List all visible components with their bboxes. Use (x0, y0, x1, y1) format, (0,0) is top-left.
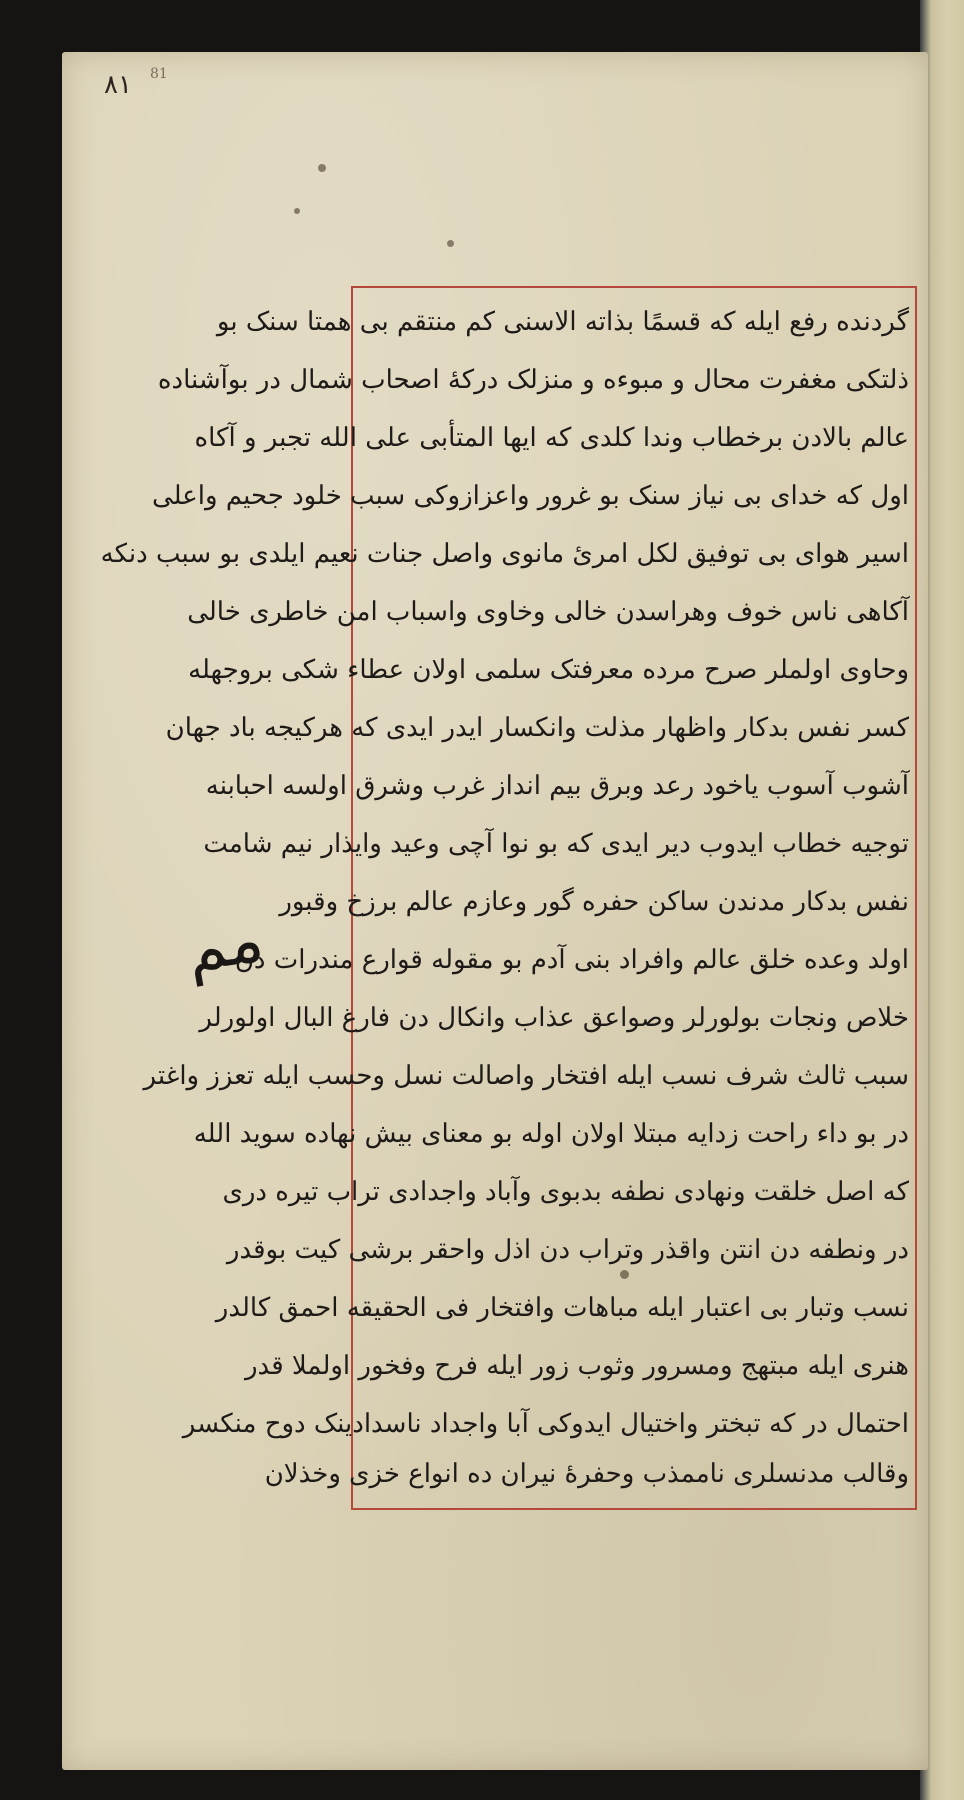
text-block (100, 292, 909, 1504)
text-line: سبب ثالث شرف نسب ایله افتخار واصالت نسل وحسب ایله تعزز واغتر (143, 1061, 909, 1091)
text-line: وقالب مدنسلری ناممذب وحفرهٔ نیران ده انواع خزی وخذلان (264, 1459, 909, 1489)
margin-mark: مم (180, 901, 269, 989)
text-line: عالم بالادن برخطاب وندا کلدی که ایها المتأبی علی الله تجبر و آکاه (194, 423, 909, 453)
text-line: وحاوی اولملر صرح مرده معرفتک سلمی اولان عطاء شکی بروجهله (188, 655, 909, 685)
paper-spot (294, 208, 300, 214)
text-line: ذلتکی مغفرت محال و مبوءه و منزلک دركهٔ اصحاب شمال در بوآشناده (157, 365, 909, 395)
text-line: که اصل خلقت ونهادی نطفه بدبوی وآباد واجدادی تراب تیره دری (222, 1177, 909, 1207)
text-line: نفس بدکار مدندن ساکن حفره گور وعازم عالم برزخ وقبور (279, 887, 909, 917)
paper-spot (447, 240, 454, 247)
text-line: احتمال در که تبختر واختیال ایدوکی آبا واجداد ناسدادینک دوح منکسر (182, 1409, 909, 1439)
text-line: در بو داء راحت زدایه مبتلا اولان اوله بو معنای بیش نهاده سوید الله (193, 1119, 909, 1149)
text-line: توجیه خطاب ایدوب دیر ایدی که بو نوا آچی وعید وایذار نیم شامت (203, 829, 909, 859)
paper-spot (318, 164, 326, 172)
text-line: گردنده رفع ایله که قسمًا بذاته الاسنی کم منتقم بی همتا سنک بو (216, 307, 909, 337)
text-line: آکاهی ناس خوف وهراسدن خالی وخاوی واسباب امن خاطری خالی (187, 597, 909, 627)
text-line: در ونطفه دن انتن واقذر وتراب دن اذل واحقر برشی کیت بوقدر (226, 1235, 909, 1265)
text-line: خلاص ونجات بولورلر وصواعق عذاب وانکال دن فارغ البال اولورلر (199, 1003, 909, 1033)
text-line: نسب وتبار بی اعتبار ایله مباهات وافتخار فی الحقیقه احمق کالدر (215, 1293, 909, 1323)
folio-number-small: 81 (150, 66, 168, 82)
text-line: هنری ایله مبتهج ومسرور وثوب زور ایله فرح وفخور اولملا قدر (245, 1351, 909, 1381)
text-line: اسیر هوای بی توفیق لکل امرئ مانوی واصل جنات نعیم ایلدی بو سبب دنکه (100, 539, 909, 569)
text-line: کسر نفس بدکار واظهار مذلت وانکسار ایدر ایدی که هرکیجه باد جهان (165, 713, 909, 743)
text-line: اول که خدای بی نیاز سنک بو غرور واعزازوکی سبب خلود جحیم واعلی (152, 481, 909, 511)
text-line: آشوب آسوب یاخود رعد وبرق بیم انداز غرب وشرق اولسه احبابنه (205, 771, 909, 801)
text-line: اولد وعده خلق عالم وافراد بنی آدم بو مقوله قوارع مندرات دن (234, 945, 909, 975)
folio-number: ٨١ (104, 70, 132, 100)
